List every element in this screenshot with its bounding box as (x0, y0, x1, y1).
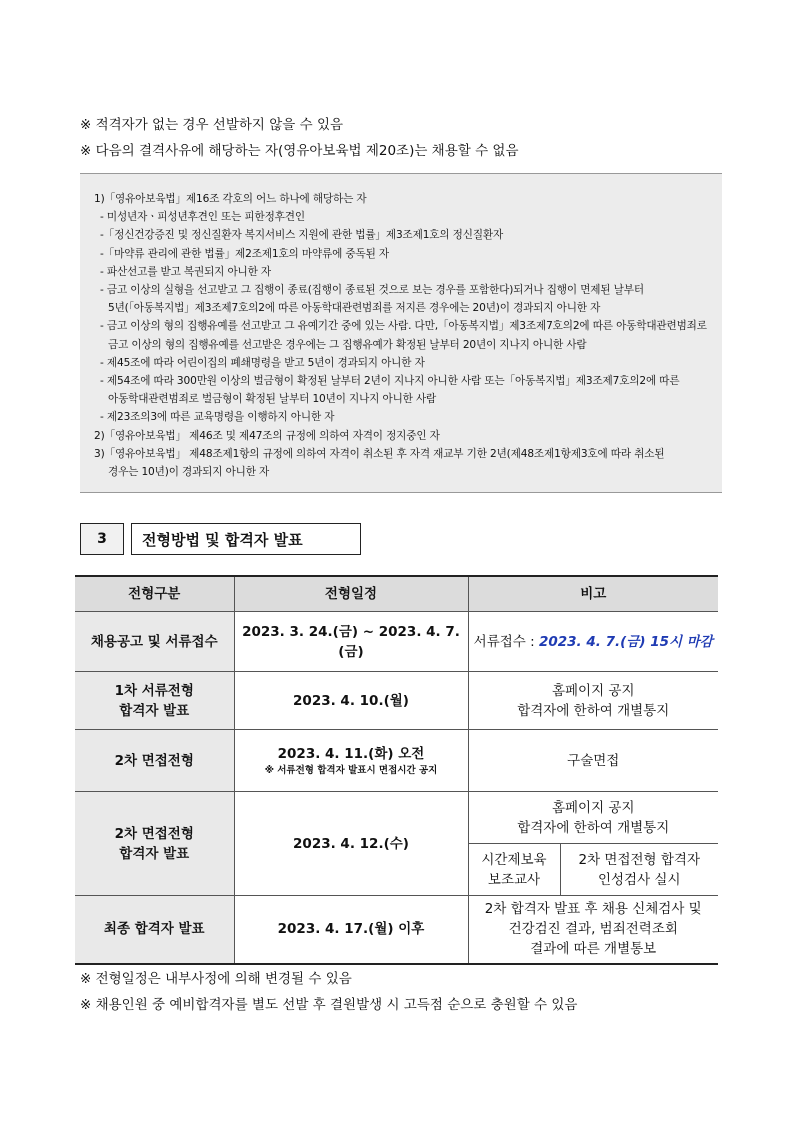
row1-category: 채용공고 및 서류접수 (75, 612, 234, 672)
row1-note-prefix: 서류접수 : (473, 633, 539, 650)
disq-line: 5년(「아동복지법」제3조제7호의2에 따른 아동학대관련범죄를 저지른 경우에는 20년)이 경과되지 아니한 자 (108, 302, 601, 315)
disq-line: - 파산선고를 받고 복권되지 아니한 자 (100, 265, 272, 278)
row2-category-l2: 합격자 발표 (119, 702, 190, 719)
row1-note-deadline: 2023. 4. 7.(금) 15시 마감 (538, 633, 713, 650)
disq-line: -「정신건강증진 및 정신질환자 복지서비스 지원에 관한 법률」제3조제1호의 정신질환자 (100, 229, 504, 242)
disq-line: 1)「영유아보육법」제16조 각호의 어느 하나에 해당하는 자 (94, 193, 367, 205)
table-row (75, 792, 718, 844)
row2-note (468, 672, 718, 730)
row4-category (75, 792, 234, 896)
schedule-table (75, 575, 718, 965)
disq-line: - 제23조의3에 따른 교육명령을 이행하지 아니한 자 (100, 411, 335, 424)
disq-line: - 금고 이상의 실형을 선고받고 그 집행이 종료(집행이 종료된 것으로 보는 경우를 포함한다)되거나 집행이 면제된 날부터 (100, 284, 644, 297)
row3-schedule-note: ※ 서류전형 합격자 발표시 면접시간 공지 (264, 764, 438, 776)
row4-note (468, 792, 718, 844)
row1-schedule: 2023. 3. 24.(금) ~ 2023. 4. 7.(금) (234, 612, 468, 672)
row1-note (468, 612, 718, 672)
table-row (75, 896, 718, 964)
table-header-row (75, 576, 718, 612)
disq-line: - 제45조에 따라 어린이집의 폐쇄명령을 받고 5년이 경과되지 아니한 자 (100, 356, 425, 369)
row2-schedule: 2023. 4. 10.(월) (234, 672, 468, 730)
disq-line: 아동학대관련범죄로 벌금형이 확정된 날부터 10년이 지나지 아니한 사람 (108, 393, 437, 406)
row4-note-l1: 홈페이지 공지 (551, 799, 635, 816)
header-category: 전형구분 (75, 576, 234, 612)
header-schedule: 전형일정 (234, 576, 468, 612)
row5-note-l2: 건강검진 결과, 범죄전력조회 (508, 921, 678, 938)
table-row (75, 672, 718, 730)
row4-note-l2: 합격자에 한하여 개별통지 (517, 819, 670, 836)
section-title: 전형방법 및 합격자 발표 (131, 523, 361, 555)
disq-line: - 미성년자ㆍ피성년후견인 또는 피한정후견인 (100, 211, 305, 224)
row4-sub-left (468, 844, 560, 896)
row3-note: 구술면접 (468, 730, 718, 792)
disq-line: 경우는 10년)이 경과되지 아니한 자 (108, 466, 270, 479)
row5-schedule: 2023. 4. 17.(월) 이후 (234, 896, 468, 964)
disq-line: -「마약류 관리에 관한 법률」제2조제1호의 마약류에 중독된 자 (100, 247, 389, 260)
row4-category-l1: 2차 면접전형 (114, 825, 194, 842)
notice-schedule-change: ※ 전형일정은 내부사정에 의해 변경될 수 있음 (80, 971, 352, 987)
disq-line: 금고 이상의 형의 집행유예를 선고받은 경우에는 그 집행유예가 확정된 날부터 20년이 지나지 아니한 사람 (108, 338, 587, 351)
disq-line: - 제54조에 따라 300만원 이상의 벌금형이 확정된 날부터 2년이 지나지 아니한 사람 또는「아동복지법」제3조제7호의2에 따른 (100, 375, 680, 388)
row2-note-l1: 홈페이지 공지 (551, 682, 635, 699)
header-note: 비고 (468, 576, 718, 612)
row4-sub-left-l2: 보조교사 (487, 871, 541, 888)
notice-disqualification: ※ 다음의 결격사유에 해당하는 자(영유아보육법 제20조)는 채용할 수 없음 (80, 143, 519, 159)
disq-line: 2)「영유아보육법」 제46조 및 제47조의 규정에 의하여 자격이 정지중인 자 (94, 429, 440, 442)
row4-sub-left-l1: 시간제보육 (481, 851, 547, 868)
notice-reserve-candidates: ※ 채용인원 중 예비합격자를 별도 선발 후 결원발생 시 고득점 순으로 충원할 수 있음 (80, 997, 578, 1013)
row4-category-l2: 합격자 발표 (119, 845, 190, 862)
section-number: 3 (80, 523, 124, 555)
row2-note-l2: 합격자에 한하여 개별통지 (517, 702, 670, 719)
disq-line: 3)「영유아보육법」 제48조제1항의 규정에 의하여 자격이 취소된 후 자격 재교부 기한 2년(제48조제1항제3호에 따라 취소된 (94, 447, 665, 460)
row5-category: 최종 합격자 발표 (75, 896, 234, 964)
row3-schedule (234, 730, 468, 792)
row4-sub-right (560, 844, 718, 896)
table-row (75, 612, 718, 672)
row3-schedule-date: 2023. 4. 11.(화) 오전 (277, 745, 425, 762)
row4-sub-right-l1: 2차 면접전형 합격자 (578, 851, 700, 868)
row4-schedule: 2023. 4. 12.(수) (234, 792, 468, 896)
table-row (75, 730, 718, 792)
disqualification-box (80, 173, 722, 493)
row4-sub-right-l2: 인성검사 실시 (597, 871, 681, 888)
row2-category (75, 672, 234, 730)
row5-note-l1: 2차 합격자 발표 후 채용 신체검사 및 (484, 901, 702, 918)
row5-note-l3: 결과에 따른 개별통보 (530, 941, 657, 958)
disq-line: - 금고 이상의 형의 집행유예를 선고받고 그 유예기간 중에 있는 사람. 다만,「아동복지법」제3조제7호의2에 따른 아동학대관련범죄로 (100, 320, 707, 333)
row3-category: 2차 면접전형 (75, 730, 234, 792)
row2-category-l1: 1차 서류전형 (114, 682, 194, 699)
notice-no-qualified: ※ 적격자가 없는 경우 선발하지 않을 수 있음 (80, 117, 344, 133)
row5-note (468, 896, 718, 964)
